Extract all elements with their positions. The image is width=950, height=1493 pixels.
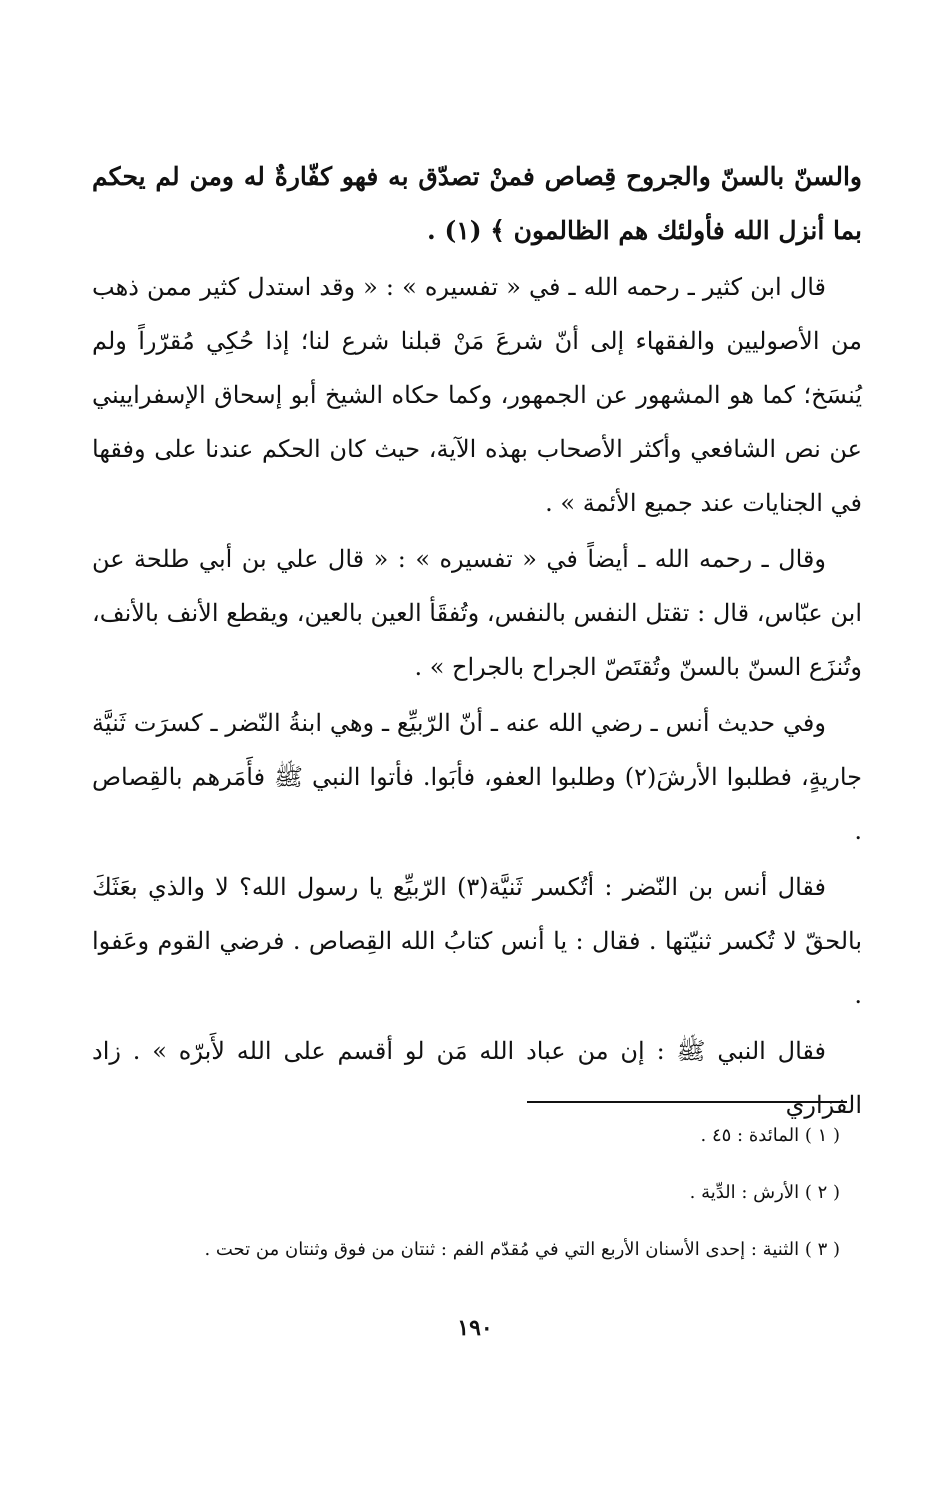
paragraph-anas-bin-nadr: فقال أنس بن النّضر : أتُكسر ثَنيَّة(٣) الرّبيِّع يا رسول الله؟ لا والذي بعَثَكَ بالحقّ لا تُكسر ثنيّتها . فقال : يا أنس كتابُ الله القِصاص . فرضي القوم وعَفوا .	[92, 873, 862, 1009]
page-number: ١٩٠	[457, 1315, 493, 1341]
footnote-2: ( ٢ ) الأرش : الدِّية .	[689, 1182, 840, 1203]
footnote-divider	[527, 1101, 847, 1103]
paragraph-prophet-saying: فقال النبي ﷺ : إن من عباد الله مَن لو أقسم على الله لأَبرّه » . زاد الفزاري	[92, 1037, 862, 1119]
main-text	[92, 150, 862, 1134]
paragraph-tafsir-quote: وقال ـ رحمه الله ـ أيضاً في « تفسيره » : « قال علي بن أبي طلحة عن ابن عبّاس، قال : تقتل النفس بالنفس، وتُفقَأ العين بالعين، ويقطع الأنف بالأنف، وتُنزَع السنّ بالسنّ وتُقتَصّ الجراح بالجراح » .	[92, 545, 862, 681]
footnote-1: ( ١ ) المائدة : ٤٥ .	[700, 1125, 840, 1146]
quran-verse: والسنّ بالسنّ والجروح قِصاص فمنْ تصدّق به فهو كفّارةٌ له ومن لم يحكم بما أنزل الله فأولئك هم الظالمون ﴾ (١) .	[92, 162, 862, 245]
paragraph-ibn-kathir: قال ابن كثير ـ رحمه الله ـ في « تفسيره » : « وقد استدل كثير ممن ذهب من الأصوليين والفقهاء إلى أنّ شرعَ مَنْ قبلنا شرع لنا؛ إذا حُكِي مُقرّراً ولم يُنسَخ؛ كما هو المشهور عن الجمهور، وكما حكاه الشيخ أبو إسحاق الإسفراييني عن نص الشافعي وأكثر الأصحاب بهذه الآية، حيث كان الحكم عندنا على وفقها في الجنايات عند جميع الأئمة » .	[92, 273, 862, 517]
paragraph-anas-hadith: وفي حديث أنس ـ رضي الله عنه ـ أنّ الرّبيِّع ـ وهي ابنةُ النّضر ـ كسرَت ثَنيَّة جاريةٍ، فطلبوا الأرشَ(٢) وطلبوا العفو، فأبَوا. فأتوا النبي ﷺ فأَمَرهم بالقِصاص .	[92, 709, 862, 845]
footnotes	[60, 1122, 840, 1293]
footnote-3: ( ٣ ) الثنية : إحدى الأسنان الأربع التي في مُقدّم الفم : ثنتان من فوق وثنتان من تحت .	[204, 1239, 840, 1260]
